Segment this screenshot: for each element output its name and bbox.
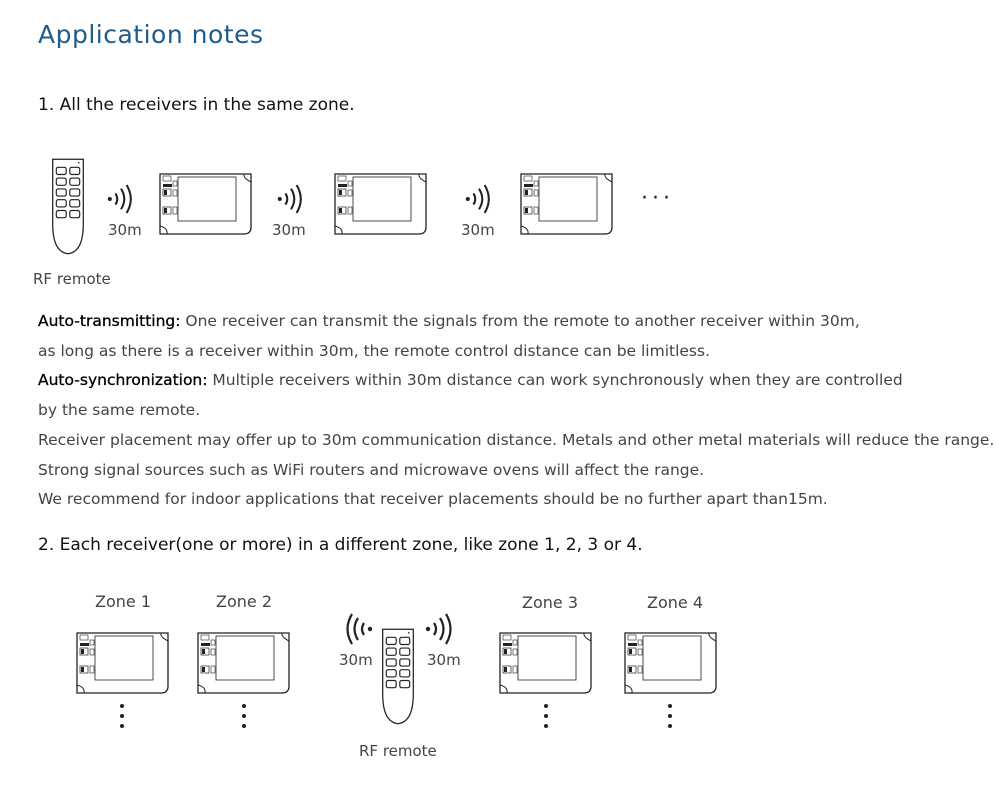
auto-transmitting-label: Auto-transmitting: [38, 312, 181, 330]
note-line: We recommend for indoor applications that receiver placements should be no further apart than15m. [38, 490, 828, 509]
receiver-icon [498, 631, 594, 695]
vertical-ellipsis-icon [241, 702, 247, 732]
auto-sync-text: Multiple receivers within 30m distance can work synchronously when they are controlled [207, 371, 903, 390]
note-line: by the same remote. [38, 401, 201, 420]
zone-3-label: Zone 3 [522, 593, 578, 612]
rf-remote-label: RF remote [33, 270, 111, 288]
receiver-icon [519, 172, 615, 236]
wireless-signal-icon [343, 613, 373, 645]
more-ellipsis: ··· [641, 186, 674, 211]
vertical-ellipsis-icon [119, 702, 125, 732]
wireless-signal-icon [277, 184, 305, 214]
note-line [38, 307, 994, 337]
zone-1-label: Zone 1 [95, 592, 151, 611]
auto-transmitting-text: One receiver can transmit the signals from the remote to another receiver within 30m, [180, 312, 860, 330]
wireless-signal-icon [107, 184, 135, 214]
distance-label: 30m [108, 221, 142, 239]
receiver-icon [158, 172, 254, 236]
vertical-ellipsis-icon [667, 702, 673, 732]
zone-2-label: Zone 2 [216, 592, 272, 611]
receiver-icon [196, 631, 292, 695]
wireless-signal-icon [425, 613, 455, 645]
note-line [38, 366, 994, 396]
distance-label: 30m [461, 221, 495, 239]
vertical-ellipsis-icon [543, 702, 549, 732]
receiver-icon [75, 631, 171, 695]
rf-remote-label: RF remote [359, 742, 437, 760]
section-2-heading: 2. Each receiver(one or more) in a different zone, like zone 1, 2, 3 or 4. [38, 535, 643, 555]
note-line: Strong signal sources such as WiFi routers and microwave ovens will affect the range. [38, 460, 705, 479]
rf-remote-icon [380, 620, 416, 732]
note-line: as long as there is a receiver within 30m, the remote control distance can be limitless. [38, 341, 711, 360]
auto-sync-label: Auto-synchronization: [38, 371, 208, 390]
rf-remote-icon [50, 150, 86, 262]
zone-4-label: Zone 4 [647, 593, 703, 612]
distance-label-right: 30m [427, 651, 461, 669]
section-1-heading: 1. All the receivers in the same zone. [38, 95, 355, 115]
receiver-icon [333, 172, 429, 236]
distance-label-left: 30m [339, 651, 373, 669]
distance-label: 30m [272, 221, 306, 239]
note-line: Receiver placement may offer up to 30m communication distance. Metals and other metal materials will reduce the range. [38, 430, 995, 449]
receiver-icon [623, 631, 719, 695]
page-title: Application notes [38, 20, 264, 49]
wireless-signal-icon [465, 184, 493, 214]
notes-block [38, 307, 994, 515]
